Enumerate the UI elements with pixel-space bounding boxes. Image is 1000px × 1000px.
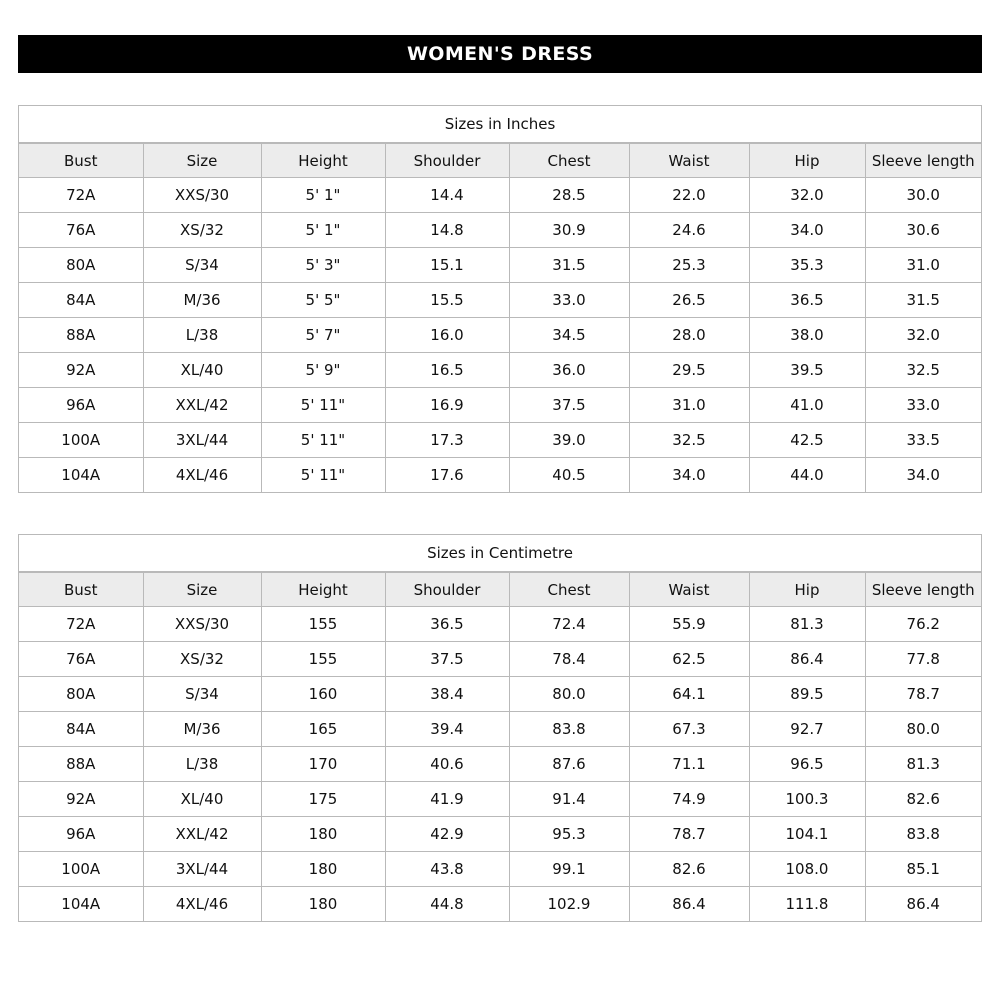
cell-height: 180 — [261, 817, 385, 852]
cell-size: XS/32 — [143, 213, 261, 248]
cell-height: 5' 1" — [261, 213, 385, 248]
cell-size: XL/40 — [143, 782, 261, 817]
cell-height: 5' 7" — [261, 318, 385, 353]
cell-bust: 76A — [19, 642, 143, 677]
cell-chest: 72.4 — [509, 607, 629, 642]
column-header-hip: Hip — [749, 144, 865, 178]
cell-height: 160 — [261, 677, 385, 712]
column-header-height: Height — [261, 573, 385, 607]
cell-sleeve-length: 83.8 — [865, 817, 981, 852]
cell-size: XS/32 — [143, 642, 261, 677]
cell-sleeve-length: 76.2 — [865, 607, 981, 642]
cell-bust: 84A — [19, 283, 143, 318]
column-header-hip: Hip — [749, 573, 865, 607]
column-header-chest: Chest — [509, 144, 629, 178]
table-header-row — [19, 144, 981, 178]
cell-shoulder: 39.4 — [385, 712, 509, 747]
column-header-height: Height — [261, 144, 385, 178]
cell-hip: 100.3 — [749, 782, 865, 817]
cell-shoulder: 16.9 — [385, 388, 509, 423]
cell-waist: 22.0 — [629, 178, 749, 213]
table-header-row — [19, 573, 981, 607]
cell-shoulder: 40.6 — [385, 747, 509, 782]
cell-chest: 102.9 — [509, 887, 629, 922]
cell-shoulder: 38.4 — [385, 677, 509, 712]
cell-bust: 104A — [19, 887, 143, 922]
cell-size: XXS/30 — [143, 178, 261, 213]
cell-bust: 72A — [19, 178, 143, 213]
cell-waist: 26.5 — [629, 283, 749, 318]
cell-shoulder: 15.1 — [385, 248, 509, 283]
cell-waist: 64.1 — [629, 677, 749, 712]
cell-hip: 104.1 — [749, 817, 865, 852]
cell-height: 165 — [261, 712, 385, 747]
cell-chest: 91.4 — [509, 782, 629, 817]
page-title: WOMEN'S DRESS — [406, 43, 594, 65]
table-caption-inches: Sizes in Inches — [19, 106, 981, 143]
cell-shoulder: 37.5 — [385, 642, 509, 677]
cell-height: 180 — [261, 887, 385, 922]
cell-waist: 28.0 — [629, 318, 749, 353]
cell-shoulder: 36.5 — [385, 607, 509, 642]
cell-height: 155 — [261, 642, 385, 677]
cell-size: 3XL/44 — [143, 852, 261, 887]
cell-chest: 83.8 — [509, 712, 629, 747]
cell-height: 5' 11" — [261, 458, 385, 493]
table-row — [19, 747, 981, 782]
cell-shoulder: 16.5 — [385, 353, 509, 388]
cell-chest: 31.5 — [509, 248, 629, 283]
cell-size: M/36 — [143, 283, 261, 318]
cell-shoulder: 16.0 — [385, 318, 509, 353]
cell-waist: 71.1 — [629, 747, 749, 782]
size-table-centimetre — [18, 534, 982, 922]
cell-sleeve-length: 85.1 — [865, 852, 981, 887]
cell-hip: 92.7 — [749, 712, 865, 747]
cell-chest: 39.0 — [509, 423, 629, 458]
cell-hip: 32.0 — [749, 178, 865, 213]
cell-height: 180 — [261, 852, 385, 887]
cell-height: 175 — [261, 782, 385, 817]
cell-chest: 30.9 — [509, 213, 629, 248]
cell-hip: 44.0 — [749, 458, 865, 493]
cell-size: L/38 — [143, 747, 261, 782]
cell-sleeve-length: 30.6 — [865, 213, 981, 248]
table-row — [19, 677, 981, 712]
cell-waist: 32.5 — [629, 423, 749, 458]
column-header-chest: Chest — [509, 573, 629, 607]
cell-bust: 80A — [19, 677, 143, 712]
cell-bust: 88A — [19, 747, 143, 782]
cell-bust: 88A — [19, 318, 143, 353]
cell-waist: 25.3 — [629, 248, 749, 283]
table-row — [19, 852, 981, 887]
cell-shoulder: 17.3 — [385, 423, 509, 458]
cell-height: 155 — [261, 607, 385, 642]
cell-size: 3XL/44 — [143, 423, 261, 458]
table-row — [19, 642, 981, 677]
cell-size: XXL/42 — [143, 388, 261, 423]
table-row — [19, 388, 981, 423]
cell-sleeve-length: 78.7 — [865, 677, 981, 712]
cell-waist: 78.7 — [629, 817, 749, 852]
size-table-inches — [18, 105, 982, 493]
cell-hip: 36.5 — [749, 283, 865, 318]
cell-chest: 34.5 — [509, 318, 629, 353]
cell-sleeve-length: 80.0 — [865, 712, 981, 747]
cell-sleeve-length: 32.5 — [865, 353, 981, 388]
cell-bust: 84A — [19, 712, 143, 747]
cell-chest: 37.5 — [509, 388, 629, 423]
cell-chest: 36.0 — [509, 353, 629, 388]
cell-sleeve-length: 32.0 — [865, 318, 981, 353]
cell-hip: 34.0 — [749, 213, 865, 248]
table-caption-centimetre: Sizes in Centimetre — [19, 535, 981, 572]
column-header-shoulder: Shoulder — [385, 144, 509, 178]
cell-chest: 40.5 — [509, 458, 629, 493]
cell-waist: 29.5 — [629, 353, 749, 388]
cell-size: S/34 — [143, 248, 261, 283]
table-row — [19, 458, 981, 493]
cell-height: 5' 11" — [261, 423, 385, 458]
cell-size: 4XL/46 — [143, 887, 261, 922]
cell-chest: 87.6 — [509, 747, 629, 782]
cell-shoulder: 17.6 — [385, 458, 509, 493]
cell-sleeve-length: 86.4 — [865, 887, 981, 922]
cell-waist: 67.3 — [629, 712, 749, 747]
cell-height: 5' 3" — [261, 248, 385, 283]
column-header-sleeve-length: Sleeve length — [865, 573, 981, 607]
table-row — [19, 817, 981, 852]
cell-waist: 55.9 — [629, 607, 749, 642]
cell-bust: 104A — [19, 458, 143, 493]
column-header-size: Size — [143, 144, 261, 178]
table-row — [19, 248, 981, 283]
cell-shoulder: 43.8 — [385, 852, 509, 887]
cell-shoulder: 44.8 — [385, 887, 509, 922]
cell-hip: 96.5 — [749, 747, 865, 782]
cell-waist: 86.4 — [629, 887, 749, 922]
cell-waist: 62.5 — [629, 642, 749, 677]
table-centimetre — [19, 572, 981, 921]
table-row — [19, 607, 981, 642]
cell-bust: 72A — [19, 607, 143, 642]
table-row — [19, 423, 981, 458]
table-row — [19, 782, 981, 817]
cell-hip: 111.8 — [749, 887, 865, 922]
cell-hip: 89.5 — [749, 677, 865, 712]
cell-chest: 78.4 — [509, 642, 629, 677]
cell-waist: 31.0 — [629, 388, 749, 423]
cell-sleeve-length: 34.0 — [865, 458, 981, 493]
page-title-bar — [18, 35, 982, 73]
cell-height: 5' 9" — [261, 353, 385, 388]
cell-hip: 81.3 — [749, 607, 865, 642]
cell-height: 5' 1" — [261, 178, 385, 213]
cell-bust: 76A — [19, 213, 143, 248]
cell-sleeve-length: 31.0 — [865, 248, 981, 283]
cell-hip: 41.0 — [749, 388, 865, 423]
cell-bust: 100A — [19, 423, 143, 458]
cell-hip: 38.0 — [749, 318, 865, 353]
cell-bust: 100A — [19, 852, 143, 887]
cell-chest: 95.3 — [509, 817, 629, 852]
cell-waist: 34.0 — [629, 458, 749, 493]
cell-sleeve-length: 33.5 — [865, 423, 981, 458]
cell-chest: 99.1 — [509, 852, 629, 887]
cell-hip: 86.4 — [749, 642, 865, 677]
table-row — [19, 712, 981, 747]
cell-height: 170 — [261, 747, 385, 782]
cell-height: 5' 5" — [261, 283, 385, 318]
cell-bust: 92A — [19, 353, 143, 388]
cell-bust: 92A — [19, 782, 143, 817]
cell-hip: 108.0 — [749, 852, 865, 887]
cell-shoulder: 14.8 — [385, 213, 509, 248]
table-row — [19, 318, 981, 353]
cell-sleeve-length: 31.5 — [865, 283, 981, 318]
cell-sleeve-length: 81.3 — [865, 747, 981, 782]
cell-sleeve-length: 77.8 — [865, 642, 981, 677]
cell-chest: 80.0 — [509, 677, 629, 712]
cell-hip: 35.3 — [749, 248, 865, 283]
cell-size: L/38 — [143, 318, 261, 353]
cell-hip: 39.5 — [749, 353, 865, 388]
cell-shoulder: 41.9 — [385, 782, 509, 817]
cell-size: M/36 — [143, 712, 261, 747]
table-row — [19, 178, 981, 213]
column-header-sleeve-length: Sleeve length — [865, 144, 981, 178]
cell-bust: 80A — [19, 248, 143, 283]
column-header-waist: Waist — [629, 573, 749, 607]
cell-hip: 42.5 — [749, 423, 865, 458]
cell-sleeve-length: 82.6 — [865, 782, 981, 817]
cell-size: XL/40 — [143, 353, 261, 388]
table-row — [19, 283, 981, 318]
column-header-bust: Bust — [19, 573, 143, 607]
column-header-bust: Bust — [19, 144, 143, 178]
cell-bust: 96A — [19, 388, 143, 423]
cell-waist: 74.9 — [629, 782, 749, 817]
table-row — [19, 887, 981, 922]
cell-height: 5' 11" — [261, 388, 385, 423]
cell-sleeve-length: 30.0 — [865, 178, 981, 213]
cell-shoulder: 14.4 — [385, 178, 509, 213]
table-row — [19, 353, 981, 388]
cell-chest: 28.5 — [509, 178, 629, 213]
column-header-waist: Waist — [629, 144, 749, 178]
cell-sleeve-length: 33.0 — [865, 388, 981, 423]
cell-waist: 24.6 — [629, 213, 749, 248]
cell-waist: 82.6 — [629, 852, 749, 887]
cell-shoulder: 42.9 — [385, 817, 509, 852]
table-row — [19, 213, 981, 248]
cell-shoulder: 15.5 — [385, 283, 509, 318]
cell-size: XXL/42 — [143, 817, 261, 852]
cell-size: XXS/30 — [143, 607, 261, 642]
cell-bust: 96A — [19, 817, 143, 852]
column-header-size: Size — [143, 573, 261, 607]
cell-chest: 33.0 — [509, 283, 629, 318]
table-inches — [19, 143, 981, 492]
column-header-shoulder: Shoulder — [385, 573, 509, 607]
cell-size: 4XL/46 — [143, 458, 261, 493]
cell-size: S/34 — [143, 677, 261, 712]
